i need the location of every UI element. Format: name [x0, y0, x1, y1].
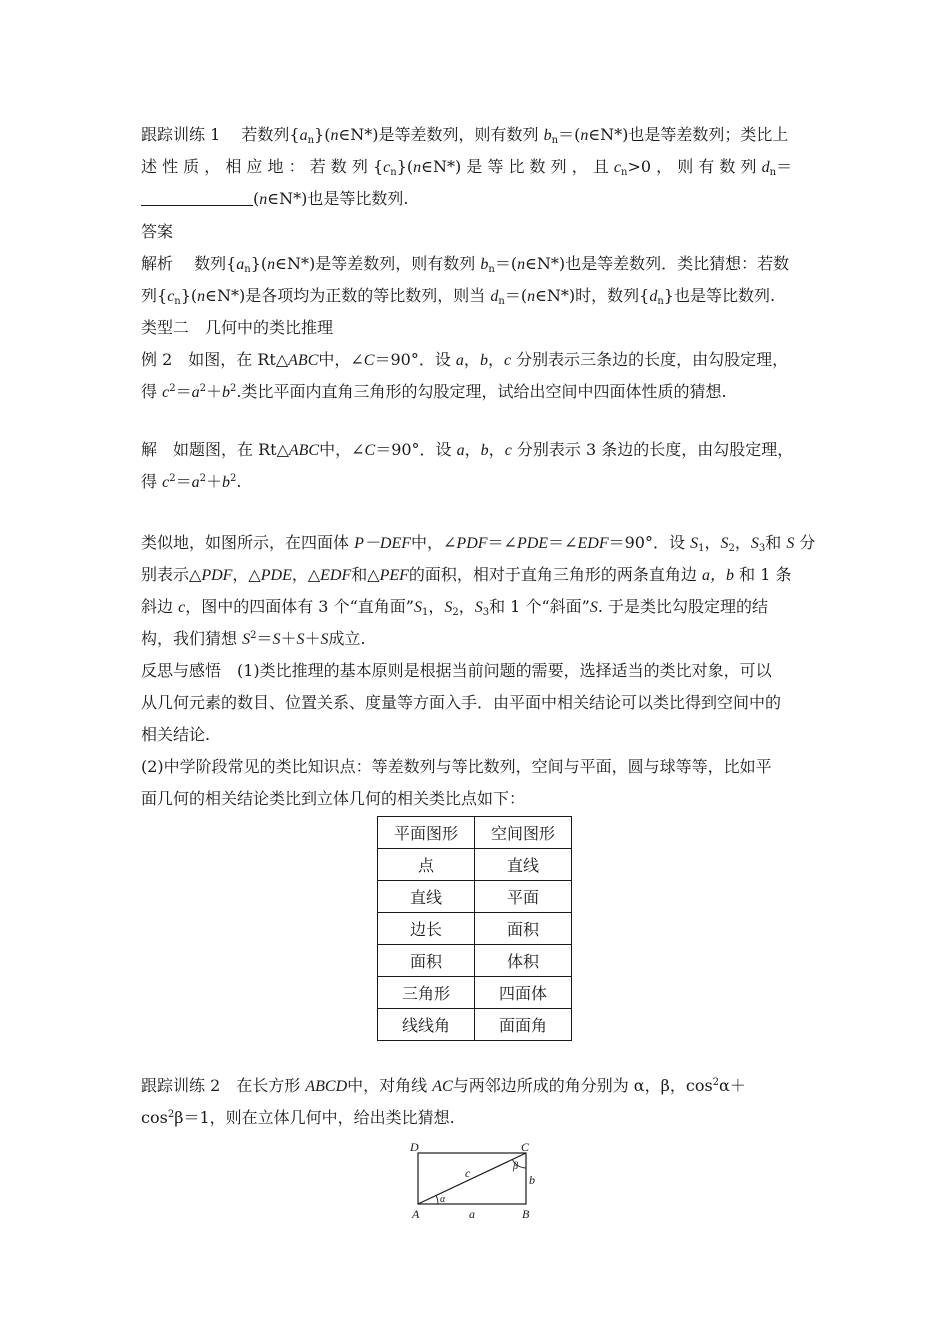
analogy-line-4: 构，我们猜想 $S^2=S+S+S$成立.	[141, 629, 366, 648]
tracking-exercise-1-line-2: 述 性 质 ， 相 应 地 ： 若 数 列 $\{c_n\}(n\in N*)$ 是 等 比 数 列 ， 且 $c_n>0$ ， 则 有 数 列 $d_n=$	[141, 157, 793, 178]
reflection-line-2: 从几何元素的数目、位置关系、度量等方面入手．由平面中相关结论可以类比得到空间中的	[141, 693, 782, 712]
analogy-line-2: 别表示△PDF，△PDE，△EDF和△PEF的面积，相对于直角三角形的两条直角边 a，b 和 1 条	[141, 565, 792, 584]
vertex-label-d: D	[410, 1140, 419, 1154]
table-row	[378, 881, 572, 913]
analogy-table	[377, 816, 572, 1041]
vertex-label-b: B	[522, 1207, 530, 1221]
reflection-line-4: (2)中学阶段常见的类比知识点：等差数列与等比数列，空间与平面，圆与球等等，比如平	[141, 757, 772, 776]
table-cell: 面积	[378, 945, 475, 977]
side-label-b: b	[529, 1173, 535, 1187]
reflection-line-1: 反思与感悟 (1)类比推理的基本原则是根据当前问题的需要，选择适当的类比对象，可以	[141, 661, 772, 680]
table-cell: 线线角	[378, 1009, 475, 1041]
tracking-exercise-1-line-3: (n∈N*)也是等比数列.	[141, 189, 811, 210]
section-heading-type-2: 类型二 几何中的类比推理	[141, 318, 334, 337]
angle-alpha-arc	[436, 1196, 438, 1205]
table-cell: 四面体	[475, 977, 572, 1009]
table-cell: 直线	[475, 849, 572, 881]
table-cell: 边长	[378, 913, 475, 945]
table-cell: 面积	[475, 913, 572, 945]
solution-line-1: 解 如题图，在 Rt△ABC中，∠C＝90°．设 a，b，c 分别表示 3 条边的长度，由勾股定理，	[141, 440, 794, 459]
rectangle-figure	[400, 1138, 550, 1224]
tracking-exercise-2-line-1: 跟踪训练 2 在长方形 ABCD中，对角线 AC与两邻边所成的角分别为 α，β，$\cos^2\alpha+$	[141, 1076, 746, 1095]
answer-label: 答案	[141, 222, 174, 241]
table-row	[378, 913, 572, 945]
side-label-c: c	[465, 1166, 471, 1180]
table-header-row	[378, 817, 572, 849]
example-2-line-1: 例 2 如图，在 Rt△ABC中，∠C＝90°．设 a，b，c 分别表示三条边的长度，由勾股定理，	[141, 350, 789, 369]
side-label-a: a	[469, 1207, 475, 1221]
solution-line-2: 得 $c^2=a^2+b^2$.	[141, 472, 242, 491]
table-row	[378, 1009, 572, 1041]
table-cell: 点	[378, 849, 475, 881]
diagonal-ac	[418, 1153, 526, 1204]
table-header-cell: 空间图形	[475, 817, 572, 849]
table-row	[378, 977, 572, 1009]
tracking-exercise-1-line-1: 跟踪训练 1 若数列$\{a_n\}(n\in N*)$是等差数列，则有数列 $b_n=(n\in N*)$也是等差数列；类比上	[141, 125, 789, 146]
vertex-label-c: C	[521, 1140, 530, 1154]
table-row	[378, 849, 572, 881]
table-cell: 三角形	[378, 977, 475, 1009]
example-2-line-2: 得 $c^2=a^2+b^2$.类比平面内直角三角形的勾股定理，试给出空间中四面体性质的猜想.	[141, 382, 727, 401]
table-cell: 面面角	[475, 1009, 572, 1041]
angle-label-alpha: α	[440, 1194, 446, 1205]
table-cell: 体积	[475, 945, 572, 977]
angle-label-beta: β	[513, 1161, 518, 1172]
analysis-line-2: 列$\{c_n\}(n\in N*)$是各项均为正数的等比数列，则当 $d_n=(n\in N*)$时，数列$\{d_n\}$也是等比数列.	[141, 286, 776, 307]
analogy-line-3: 斜边 c，图中的四面体有 3 个“直角面$”S_1$，$S_2$，$S_3$和 1 个“斜面”S. 于是类比勾股定理的结	[141, 597, 768, 618]
tracking-exercise-2-line-2: $\cos^2\beta=1$，则在立体几何中，给出类比猜想.	[141, 1108, 455, 1127]
table-header-cell: 平面图形	[378, 817, 475, 849]
reflection-line-3: 相关结论.	[141, 725, 211, 744]
vertex-label-a: A	[412, 1207, 420, 1221]
answer-blank	[141, 191, 253, 206]
analogy-line-1: 类似地，如图所示，在四面体 P－DEF中，∠PDF＝∠PDE＝∠EDF＝90°．设 $S_1$，$S_2$，$S_3$和 S 分	[141, 533, 816, 554]
reflection-line-5: 面几何的相关结论类比到立体几何的相关类比点如下：	[141, 789, 526, 808]
table-row	[378, 945, 572, 977]
analysis-line-1: 解析 数列$\{a_n\}(n\in N*)$是等差数列，则有数列 $b_n=(n\in N*)$也是等差数列．类比猜想：若数	[141, 254, 790, 275]
table-cell: 平面	[475, 881, 572, 913]
table-cell: 直线	[378, 881, 475, 913]
